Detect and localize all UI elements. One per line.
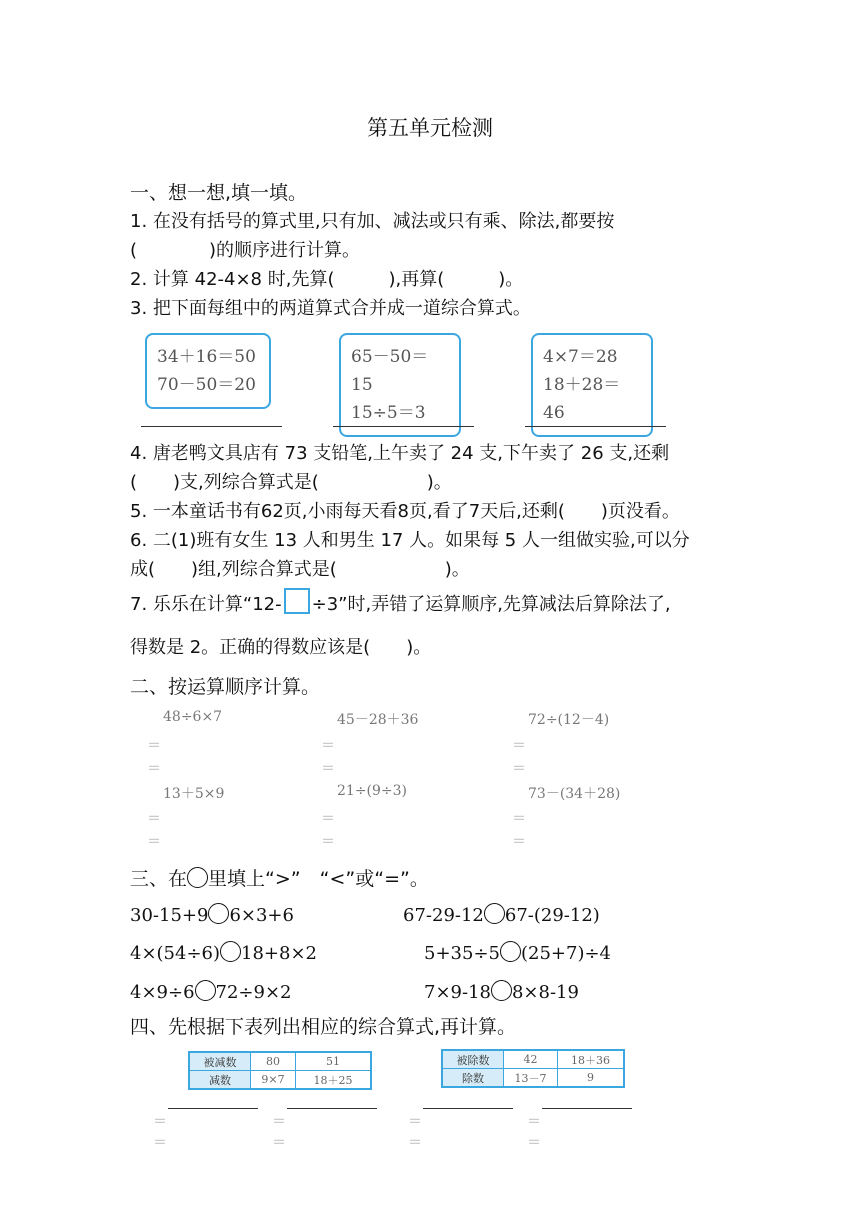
answer-line bbox=[333, 426, 474, 427]
compare-circle[interactable] bbox=[208, 903, 229, 924]
box-equation: 15÷5＝3 bbox=[351, 403, 426, 423]
compare-right: 6×3+6 bbox=[229, 905, 294, 926]
table-cell: 51 bbox=[296, 1052, 371, 1071]
section-4-heading: 四、先根据下表列出相应的综合算式,再计算。 bbox=[130, 1016, 517, 1038]
question-7-text: 7. 乐乐在计算“12- bbox=[130, 594, 282, 615]
section-1-heading: 一、想一想,填一填。 bbox=[130, 182, 308, 204]
compare-right: 72÷9×2 bbox=[215, 982, 292, 1003]
answer-line bbox=[542, 1108, 632, 1109]
question-7-text: ÷3”时,弄错了运算顺序,先算减法后算除法了, bbox=[311, 594, 671, 615]
equals-sign: ＝ bbox=[153, 1135, 167, 1151]
compare-right: 8×8-19 bbox=[511, 982, 579, 1003]
equals-sign: ＝ bbox=[272, 1135, 286, 1151]
question-7-line-2: 得数是 2。正确的得数应该是( )。 bbox=[130, 637, 432, 658]
equals-sign: ＝ bbox=[272, 1114, 286, 1130]
answer-line bbox=[423, 1108, 513, 1109]
equals-sign: ＝ bbox=[512, 738, 526, 754]
question-3: 3. 把下面每组中的两道算式合并成一道综合算式。 bbox=[130, 298, 531, 319]
box-equation: 4×7＝28 bbox=[543, 347, 618, 367]
question-1-line-2: ( )的顺序进行计算。 bbox=[130, 240, 361, 261]
equals-sign: ＝ bbox=[147, 738, 161, 754]
question-7-line-1 bbox=[130, 588, 671, 616]
calc-item: 13＋5×9 bbox=[163, 786, 225, 802]
compare-circle[interactable] bbox=[491, 980, 512, 1001]
calc-item: 45－28＋36 bbox=[337, 712, 419, 728]
question-2: 2. 计算 42-4×8 时,先算( ),再算( )。 bbox=[130, 269, 524, 290]
equation-box-1 bbox=[145, 333, 271, 409]
section-2-heading: 二、按运算顺序计算。 bbox=[130, 676, 321, 698]
question-6-line-2: 成( )组,列综合算式是( )。 bbox=[130, 559, 470, 580]
table-cell: 9 bbox=[558, 1069, 624, 1088]
compare-circle[interactable] bbox=[500, 941, 521, 962]
box-equation: 65－50＝15 bbox=[351, 347, 429, 395]
compare-left: 5+35÷5 bbox=[424, 943, 500, 964]
compare-circle[interactable] bbox=[484, 903, 505, 924]
answer-line bbox=[168, 1108, 258, 1109]
answer-line bbox=[287, 1108, 377, 1109]
equals-sign: ＝ bbox=[321, 811, 335, 827]
question-5: 5. 一本童话书有62页,小雨每天看8页,看了7天后,还剩( )页没看。 bbox=[130, 501, 680, 522]
equals-sign: ＝ bbox=[527, 1135, 541, 1151]
equals-sign: ＝ bbox=[321, 834, 335, 850]
box-equation: 70－50＝20 bbox=[157, 375, 256, 395]
compare-circle[interactable] bbox=[195, 980, 216, 1001]
blank-square-icon bbox=[284, 588, 310, 614]
section-3-heading bbox=[130, 864, 429, 891]
compare-right: 18+8×2 bbox=[241, 943, 318, 964]
heading-text: 三、在 bbox=[130, 868, 188, 890]
equals-sign: ＝ bbox=[512, 811, 526, 827]
table-header-cell: 被除数 bbox=[442, 1050, 504, 1069]
equals-sign: ＝ bbox=[408, 1135, 422, 1151]
compare-item bbox=[130, 941, 317, 964]
equals-sign: ＝ bbox=[147, 761, 161, 777]
equals-sign: ＝ bbox=[512, 761, 526, 777]
table-cell: 9×7 bbox=[251, 1071, 296, 1090]
compare-item bbox=[424, 980, 579, 1003]
compare-left: 7×9-18 bbox=[424, 982, 491, 1003]
table-cell: 80 bbox=[251, 1052, 296, 1071]
heading-text: 里填上“>” “<”或“=”。 bbox=[208, 868, 429, 890]
box-equation: 34＋16＝50 bbox=[157, 347, 256, 367]
table-cell: 42 bbox=[504, 1050, 558, 1069]
table-header-cell: 被减数 bbox=[189, 1052, 251, 1071]
data-table-1 bbox=[188, 1051, 372, 1090]
calc-item: 21÷(9÷3) bbox=[337, 783, 408, 799]
equals-sign: ＝ bbox=[408, 1114, 422, 1130]
equals-sign: ＝ bbox=[321, 738, 335, 754]
compare-left: 67-29-12 bbox=[403, 905, 484, 926]
table-cell: 18＋25 bbox=[296, 1071, 371, 1090]
equals-sign: ＝ bbox=[147, 834, 161, 850]
equals-sign: ＝ bbox=[153, 1114, 167, 1130]
circle-icon bbox=[187, 867, 208, 888]
compare-item bbox=[130, 903, 294, 926]
data-table-2 bbox=[441, 1049, 625, 1088]
compare-left: 30-15+9 bbox=[130, 905, 209, 926]
question-4-line-2: ( )支,列综合算式是( )。 bbox=[130, 472, 452, 493]
equals-sign: ＝ bbox=[147, 811, 161, 827]
equation-box-3 bbox=[531, 333, 653, 437]
calc-item: 72÷(12－4) bbox=[528, 712, 610, 728]
table-cell: 18＋36 bbox=[558, 1050, 624, 1069]
box-equation: 18＋28＝46 bbox=[543, 375, 621, 423]
answer-line bbox=[525, 426, 666, 427]
question-6-line-1: 6. 二(1)班有女生 13 人和男生 17 人。如果每 5 人一组做实验,可以分 bbox=[130, 530, 690, 551]
question-1-line-1: 1. 在没有括号的算式里,只有加、减法或只有乘、除法,都要按 bbox=[130, 211, 615, 232]
answer-line bbox=[141, 426, 282, 427]
equals-sign: ＝ bbox=[527, 1114, 541, 1130]
compare-item bbox=[424, 941, 611, 964]
compare-right: 67-(29-12) bbox=[504, 905, 600, 926]
calc-item: 73－(34＋28) bbox=[528, 786, 621, 802]
compare-item bbox=[130, 980, 292, 1003]
table-cell: 13－7 bbox=[504, 1069, 558, 1088]
question-4-line-1: 4. 唐老鸭文具店有 73 支铅笔,上午卖了 24 支,下午卖了 26 支,还剩 bbox=[130, 443, 670, 464]
compare-item bbox=[403, 903, 600, 926]
compare-right: (25+7)÷4 bbox=[520, 943, 612, 964]
page-title: 第五单元检测 bbox=[367, 116, 493, 140]
table-header-cell: 减数 bbox=[189, 1071, 251, 1090]
equation-box-2 bbox=[339, 333, 461, 437]
table-header-cell: 除数 bbox=[442, 1069, 504, 1088]
equals-sign: ＝ bbox=[321, 761, 335, 777]
calc-item: 48÷6×7 bbox=[163, 709, 223, 725]
equals-sign: ＝ bbox=[512, 834, 526, 850]
compare-left: 4×(54÷6) bbox=[130, 943, 221, 964]
compare-circle[interactable] bbox=[220, 941, 241, 962]
compare-left: 4×9÷6 bbox=[130, 982, 195, 1003]
